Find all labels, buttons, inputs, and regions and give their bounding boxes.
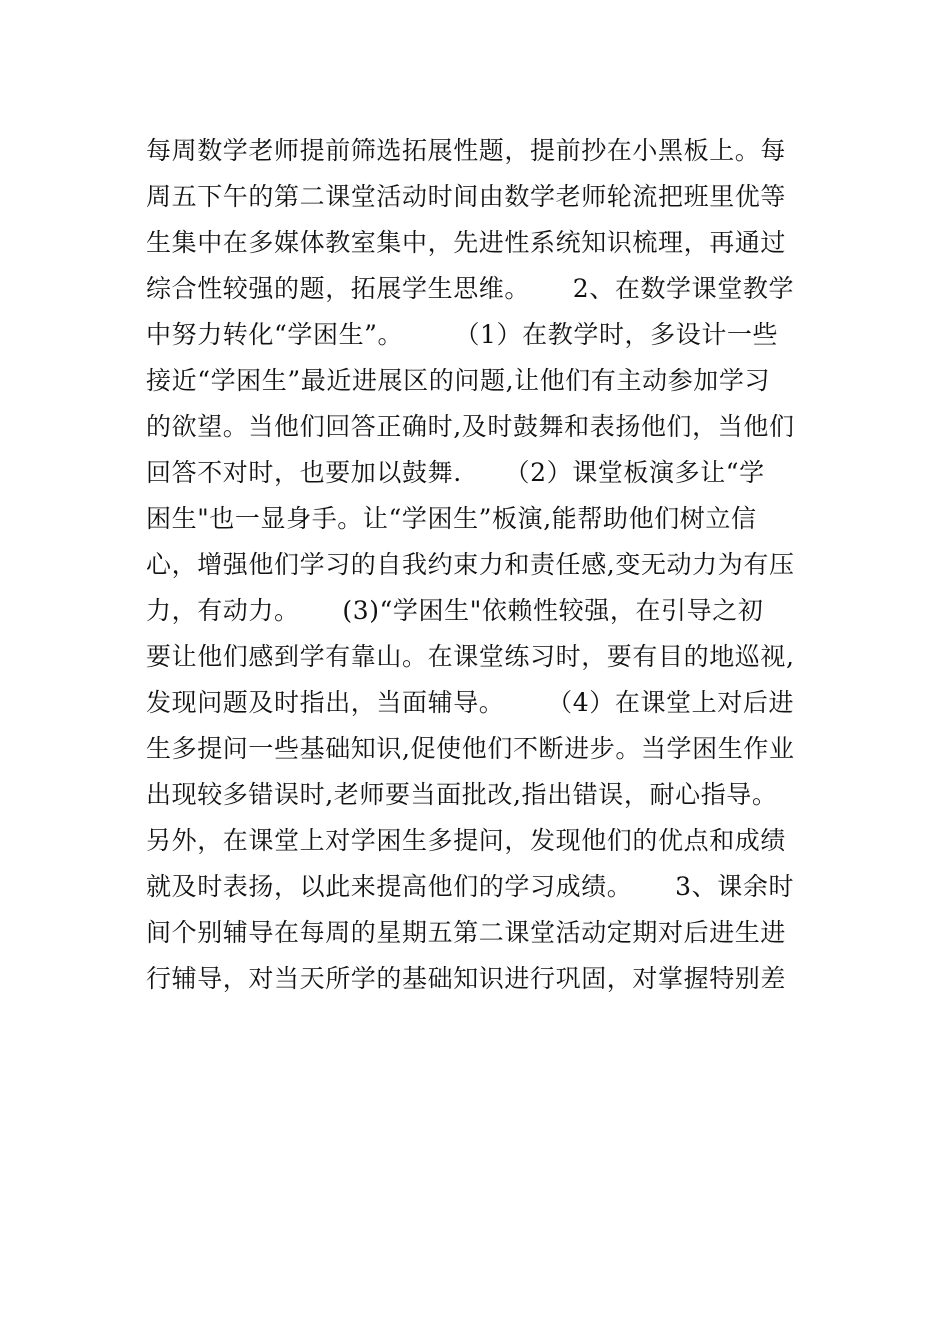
- text-line: 心，增强他们学习的自我约束力和责任感,变无动力为有压: [146, 550, 795, 579]
- text-line: 就及时表扬，以此来提高他们的学习成绩。 3、课余时: [146, 872, 795, 901]
- text-line: 另外，在课堂上对学困生多提问，发现他们的优点和成绩: [146, 826, 787, 855]
- text-line: 接近“学困生”最近进展区的问题,让他们有主动参加学习: [146, 366, 771, 395]
- text-line: 每周数学老师提前筛选拓展性题，提前抄在小黑板上。每: [146, 136, 787, 165]
- text-line: 回答不对时，也要加以鼓舞. （2）课堂板演多让“学: [146, 458, 765, 487]
- text-line: 生集中在多媒体教室集中，先进性系统知识梳理，再通过: [146, 228, 787, 257]
- body-text: [146, 128, 806, 1002]
- text-line: 周五下午的第二课堂活动时间由数学老师轮流把班里优等: [146, 182, 787, 211]
- text-line: 中努力转化“学困生”。 （1）在教学时，多设计一些: [146, 320, 779, 349]
- text-line: 的欲望。当他们回答正确时,及时鼓舞和表扬他们，当他们: [146, 412, 795, 441]
- text-line: 生多提问一些基础知识,促使他们不断进步。当学困生作业: [146, 734, 795, 763]
- text-line: 力，有动力。 (3)“学困生"依赖性较强，在引导之初: [146, 596, 764, 625]
- text-line: 要让他们感到学有靠山。在课堂练习时，要有目的地巡视,: [146, 642, 795, 671]
- text-line: 困生"也一显身手。让“学困生”板演,能帮助他们树立信: [146, 504, 757, 533]
- text-line: 行辅导，对当天所学的基础知识进行巩固，对掌握特别差: [146, 964, 787, 993]
- text-line: 出现较多错误时,老师要当面批改,指出错误，耐心指导。: [146, 780, 778, 809]
- text-line: 发现问题及时指出，当面辅导。 （4）在课堂上对后进: [146, 688, 795, 717]
- text-line: 综合性较强的题，拓展学生思维。 2、在数学课堂教学: [146, 274, 795, 303]
- text-line: 间个别辅导在每周的星期五第二课堂活动定期对后进生进: [146, 918, 787, 947]
